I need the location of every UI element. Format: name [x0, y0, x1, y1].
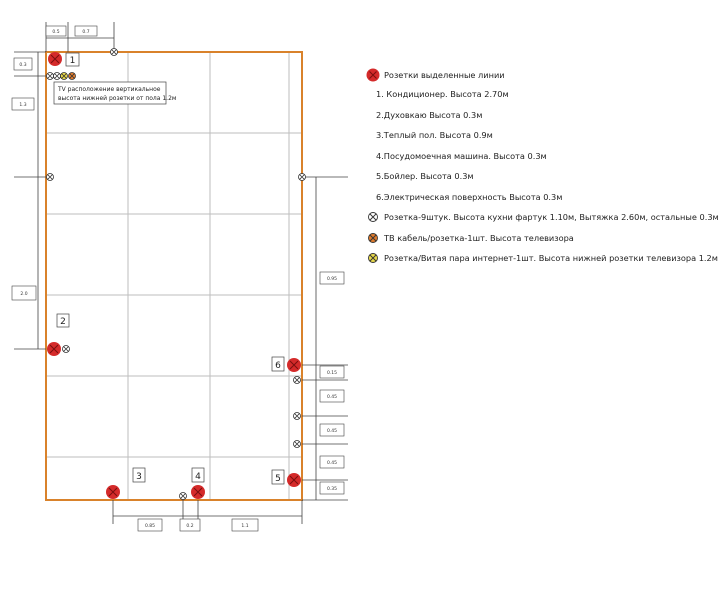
white-outlet-icon	[294, 441, 301, 448]
legend-item: 4.Посудомоечная машина. Высота 0.3м	[376, 150, 547, 161]
dim-label	[75, 26, 97, 36]
svg-text:0.45: 0.45	[326, 395, 338, 400]
legend-item: 1. Кондиционер. Высота 2.70м	[376, 89, 509, 100]
outlet-number-2	[57, 314, 69, 327]
svg-text:0.2: 0.2	[186, 524, 194, 529]
svg-text:6: 6	[275, 361, 281, 371]
svg-text:4: 4	[195, 472, 201, 482]
legend-item: 3.Теплый пол. Высота 0.9м	[376, 130, 493, 141]
white-outlet-icon	[47, 73, 54, 80]
red-outlet-icon	[287, 473, 301, 487]
white-outlet-icon	[63, 346, 70, 353]
legend-item: 2.Духовкаю Высота 0.3м	[376, 109, 483, 120]
red-outlet-icon	[48, 52, 62, 66]
red-outlet-icon	[287, 358, 301, 372]
svg-text:0.35: 0.35	[326, 487, 338, 492]
red-outlet-icon	[47, 342, 61, 356]
dim-label	[320, 456, 344, 468]
svg-text:2: 2	[60, 317, 66, 327]
dedicated-outlets	[47, 52, 301, 499]
svg-text:высота нижней розетки от пола: высота нижней розетки от пола 1.2м	[58, 95, 177, 102]
white-outlet-icon	[180, 493, 187, 500]
legend-outlet-type: ТВ кабель/розетка-1шт. Высота телевизора	[366, 228, 666, 249]
white-outlet-icon	[294, 377, 301, 384]
white-x-circle-icon	[366, 210, 380, 224]
svg-text:0.3: 0.3	[19, 63, 27, 68]
red-outlet-icon	[106, 485, 120, 499]
svg-text:0.45: 0.45	[326, 429, 338, 434]
yellow-x-circle-icon	[366, 251, 380, 265]
yellow-outlet-icon	[61, 73, 68, 80]
tv-outlets	[54, 73, 76, 80]
outlet-number-1	[66, 53, 79, 66]
regular-outlets	[47, 49, 306, 500]
dim-label	[12, 98, 34, 110]
dim-label	[46, 26, 66, 36]
dim-label	[320, 390, 344, 402]
orange-x-circle-icon	[366, 231, 380, 245]
dim-label	[12, 286, 36, 300]
outlet-number-6	[272, 357, 284, 371]
svg-text:TV расположение вертикальное: TV расположение вертикальное	[58, 86, 161, 93]
legend-title-row	[366, 66, 666, 84]
svg-text:5: 5	[275, 474, 281, 484]
svg-text:0.45: 0.45	[326, 461, 338, 466]
svg-text:1: 1	[69, 56, 76, 66]
dim-label	[320, 482, 344, 494]
white-outlet-icon	[111, 49, 118, 56]
dim-label	[320, 366, 344, 378]
svg-text:2.0: 2.0	[20, 292, 28, 297]
dim-label	[138, 519, 162, 531]
legend-outlet-type: Розетка-9штук. Высота кухни фартук 1.10м, Вытяжка 2.60м, остальные 0.3м	[366, 207, 666, 228]
svg-text:1.1: 1.1	[241, 524, 249, 529]
outlet-number-3	[133, 468, 145, 482]
dim-label	[232, 519, 258, 531]
legend	[366, 66, 719, 269]
svg-text:0.5: 0.5	[52, 30, 60, 35]
red-outlet-icon	[191, 485, 205, 499]
dim-label	[180, 519, 200, 531]
legend-title: Розетки выделенные линии	[384, 70, 505, 80]
outlet-number-4	[192, 468, 204, 482]
room-walls	[46, 52, 302, 500]
orange-outlet-icon	[69, 73, 76, 80]
white-outlet-icon	[299, 174, 306, 181]
white-outlet-icon	[54, 73, 61, 80]
tile-grid	[46, 52, 302, 500]
white-outlet-icon	[47, 174, 54, 181]
svg-text:0.95: 0.95	[326, 277, 338, 282]
outlet-number-labels	[57, 53, 284, 484]
tv-note	[54, 82, 176, 104]
white-outlet-icon	[294, 413, 301, 420]
legend-item: 5.Бойлер. Высота 0.3м	[376, 171, 474, 182]
outlet-number-5	[272, 470, 284, 484]
svg-text:0.7: 0.7	[82, 30, 90, 35]
red-outlet-icon	[366, 68, 380, 82]
dim-label	[320, 424, 344, 436]
svg-text:0.15: 0.15	[326, 371, 338, 376]
dim-label	[14, 58, 32, 70]
dim-label	[320, 272, 344, 284]
legend-item: 6.Электрическая поверхность Высота 0.3м	[376, 191, 563, 202]
svg-text:0.85: 0.85	[144, 524, 156, 529]
svg-text:1.3: 1.3	[19, 103, 27, 108]
svg-text:3: 3	[136, 472, 142, 482]
legend-outlet-type: Розетка/Витая пара интернет-1шт. Высота нижней розетки телевизора 1.2м	[366, 248, 666, 269]
